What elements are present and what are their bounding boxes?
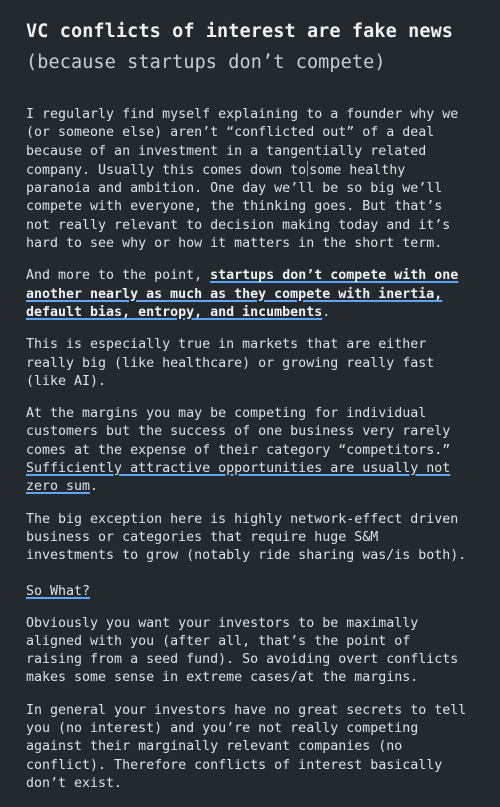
paragraph-2-suffix: . [322,304,331,320]
paragraph-1-text-b: some healthy paranoia and ambition. One day we’ll be so big we’ll compete with everyone, the thinking goes. But that’s not really relevant to decision making today and it’s hard to see why or how it matters in the short term. [26,162,451,252]
paragraph-5[interactable]: The big exception here is highly network-effect driven business or categories that require huge S&M investments to grow (notably ride sharing was/is both). [26,511,467,564]
so-what-heading-link[interactable]: So What? [26,583,91,599]
paragraph-4-suffix: . [90,479,99,495]
paragraph-4-prefix: At the margins you may be competing for individual customers but the success of one business very rarely comes at the expense of their category “competitors.” [26,406,451,458]
paragraph-6[interactable]: Obviously you want your investors to be maximally aligned with you (after all, that’s the point of raising from a seed fund). So avoiding overt conflicts makes some sense in extreme cases/at the margins. [26,615,459,686]
paragraph-1[interactable] [26,106,474,253]
paragraph-7[interactable]: In general your investors have no great secrets to tell you (no interest) and you’re not really competing against their marginally relevant companies (no conflict). Therefore conflicts of interest basically don’t exist. [26,702,467,791]
zero-sum-link[interactable]: Sufficiently attractive opportunities are usually not zero sum [26,461,451,495]
paragraph-4[interactable] [26,405,474,496]
title-subtitle-text: (because startups don’t compete) [26,52,386,73]
paragraph-1-text-a: I regularly find myself explaining to a founder why we (or someone else) aren’t “conflicted out” of a deal because of an investment in a tangentially related company. Usually this comes down to [26,107,459,178]
title-bold-text: VC conflicts of interest are fake news [26,21,454,42]
startups-compete-link[interactable]: startups don’t compete with one another nearly as much as they compete with inertia, default bias, entropy, and incumbents [26,268,459,320]
article-title[interactable] [26,16,474,78]
paragraph-2-prefix: And more to the point, [26,268,203,284]
paragraph-3[interactable]: This is especially true in markets that are either really big (like healthcare) or growing really fast (like AI). [26,337,435,389]
paragraph-2[interactable] [26,267,474,322]
